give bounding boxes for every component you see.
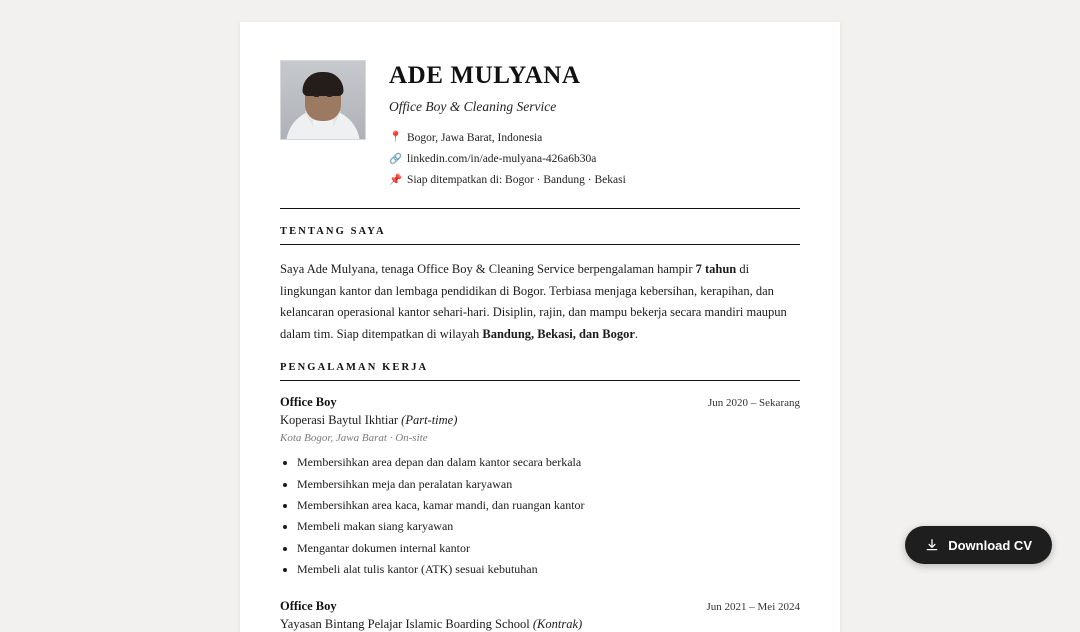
about-text-1: Saya Ade Mulyana, tenaga Office Boy & Cleaning Service berpengalaman hampir [280,262,696,277]
experience-item [280,395,800,580]
experience-bullet-list [280,452,800,580]
job-role-subtitle: Office Boy & Cleaning Service [389,98,557,114]
list-item: • Membeli makan siang karyawan [297,516,800,537]
experience-item [280,599,800,632]
contact-linkedin-text[interactable]: linkedin.com/in/ade-mulyana-426a6b30a [407,152,597,165]
about-text-3: . [634,326,638,341]
section-divider-experience [280,380,800,381]
avatar-eye-left [314,95,319,97]
download-cv-button[interactable] [905,526,1052,564]
experience-spacer [280,580,800,597]
experience-employment-type: (Part-time) [401,413,458,428]
resume-header [280,60,800,191]
list-item: • Membeli alat tulis kantor (ATK) sesuai kebutuhan [297,559,800,580]
header-info [389,60,800,191]
resume-page [240,22,840,632]
avatar [280,60,366,140]
experience-dates: Jun 2020 – Sekarang [708,397,800,410]
experience-item-head [280,599,800,614]
experience-employment-type: (Kontrak) [532,617,583,632]
list-item: • Membersihkan area depan dan dalam kantor secara berkala [297,452,800,473]
list-item: • Membersihkan area kaca, kamar mandi, dan ruangan kantor [297,495,800,516]
contact-placement [389,170,800,191]
contact-placement-text: Siap ditempatkan di: Bogor · Bandung · Bekasi [407,174,626,187]
page-title: ADE MULYANA [389,62,581,89]
list-item: • Mengantar dokumen internal kantor [297,538,800,559]
contact-location [389,128,800,149]
contact-linkedin[interactable] [389,149,800,170]
experience-company: Yayasan Bintang Pelajar Islamic Boarding School [280,617,530,632]
download-icon [925,538,939,552]
experience-title: Office Boy [280,599,337,614]
header-divider [280,208,800,209]
section-divider-about [280,244,800,245]
experience-dates: Jun 2021 – Mei 2024 [706,601,800,614]
about-highlight-cities: Bandung, Bekasi, dan Bogor [482,326,635,341]
experience-location-meta: Kota Bogor, Jawa Barat · On-site [280,432,428,445]
experience-item-head [280,395,800,410]
experience-company-line [280,617,800,632]
location-pin-icon: 📍 [389,132,403,144]
experience-company-line [280,413,800,428]
link-icon: 🔗 [389,153,403,165]
about-text-2: di lingkungan kantor dan lembaga pendidikan di Bogor. Terbiasa menjaga kebersihan, kerapihan, dan kelancaran operasional kantor sehari-hari. Disiplin, rajin, dan mampu bekerja secara mandiri maupun dalam tim. Siap ditempatkan di wilayah [280,262,787,341]
experience-company: Koperasi Baytul Ikhtiar [280,413,399,428]
section-title-experience: PENGALAMAN KERJA [280,362,429,374]
about-highlight-years: 7 tahun [695,262,737,277]
contact-location-text: Bogor, Jawa Barat, Indonesia [407,131,543,144]
experience-title: Office Boy [280,395,337,410]
list-item: • Membersihkan meja dan peralatan karyawan [297,474,800,495]
pushpin-icon: 📌 [389,174,403,186]
about-paragraph [280,259,800,345]
avatar-eye-right [327,95,332,97]
download-cv-label: Download CV [948,537,1032,553]
section-title-about: TENTANG SAYA [280,226,386,238]
